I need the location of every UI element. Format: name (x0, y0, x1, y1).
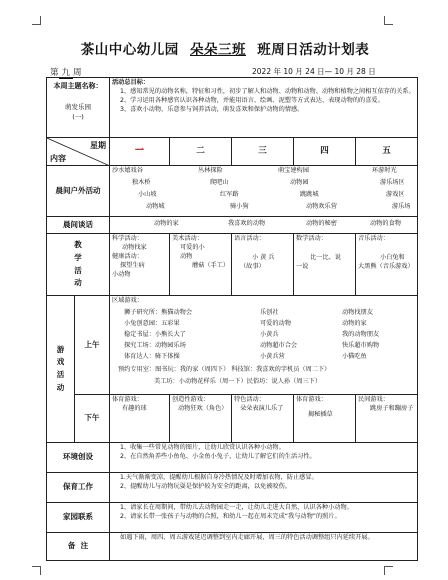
date-range: 2022 年 10 月 24 日— 10 月 28 日 (252, 67, 376, 76)
care-label: 保育工作 (47, 473, 110, 503)
afternoon-type: 体育游戏： (112, 396, 143, 403)
area-games-heading: 区域游戏： (112, 297, 143, 304)
teaching-type: 科学活动： (112, 235, 143, 242)
teaching-thursday (294, 234, 356, 296)
area-game: 动物找朋友 (342, 309, 373, 316)
morning-label: 上午 (75, 296, 110, 395)
outdoor-item: 红军路 (220, 191, 239, 198)
teaching-content: 可爱的小 (180, 243, 205, 251)
environment-item: 2、在自然角养些小鱼龟、小金鱼小兔子，让幼儿了解它们的生活习性。 (120, 452, 316, 460)
week-prefix: 第 (50, 68, 59, 78)
games-label-char: 游 (56, 344, 65, 354)
teaching-type: 数学活动： (296, 235, 327, 242)
content-label: 内容 (50, 154, 66, 164)
family-label: 家园联系 (47, 503, 110, 533)
games-label (47, 296, 75, 443)
outdoor-item: 独木桥 (132, 179, 151, 186)
area-game: 狮子研究所：熊猫动物会 (124, 309, 193, 316)
talk-item: 动物的家 (154, 220, 179, 227)
afternoon-thursday (294, 395, 356, 443)
area-game: 快乐超市购物 (342, 342, 380, 349)
class-name: 朵朵三班 (190, 42, 246, 58)
outdoor-label: 晨间户外活动 (47, 166, 110, 217)
theme-name: 萌发乐园 (65, 103, 91, 112)
afternoon-content: 动物狂欢（角色） (178, 404, 228, 412)
teaching-monday (110, 234, 170, 296)
teaching-tuesday (170, 234, 232, 296)
talk-label: 晨间谈话 (47, 217, 110, 234)
care-cell (110, 473, 418, 503)
school-name: 茶山中心幼儿园 (80, 42, 179, 58)
day-friday: 五 (356, 138, 418, 166)
page-title (40, 38, 410, 58)
afternoon-type: 体育游戏： (296, 396, 327, 403)
outdoor-item: 萌宝建构园 (278, 167, 309, 174)
family-item: 2、请家长带一张孩子与动物的合照，和幼儿一起在周末完成“我与动物”的照片。 (120, 512, 341, 520)
teaching-label-char: 学 (74, 252, 82, 262)
teaching-label-char: 教 (74, 240, 82, 249)
afternoon-content: 有趣的球 (122, 404, 147, 412)
afternoon-type: 民间游戏： (358, 396, 389, 403)
afternoon-content: 揭秘插草 (308, 410, 333, 418)
talk-item: 我喜欢的动物 (228, 220, 266, 227)
family-cell (110, 503, 418, 533)
day-monday (110, 138, 170, 166)
teaching-wednesday (232, 234, 294, 296)
teaching-content: 大黑熊（音乐游戏） (358, 262, 414, 270)
afternoon-wednesday (232, 395, 294, 443)
outdoor-item: 动物城 (146, 203, 165, 210)
area-game: 可爱的动物 (260, 320, 291, 327)
afternoon-content: 跳房子和蹦房子 (370, 404, 414, 412)
environment-cell (110, 443, 418, 473)
area-game: 小猫吃鱼 (342, 353, 367, 360)
day-monday-text: 一 (135, 146, 144, 157)
remarks-cell (110, 533, 418, 561)
afternoon-monday (110, 395, 170, 443)
day-thursday: 四 (294, 138, 356, 166)
outdoor-item: 游乐场区 (380, 179, 405, 186)
afternoon-tuesday (170, 395, 232, 443)
outdoor-item: 跳跳城 (300, 191, 319, 198)
teaching-content: 小白兔和 (380, 253, 405, 261)
week-suffix: 周 (73, 68, 82, 78)
teaching-content: 一说 (296, 262, 309, 270)
teaching-content: 探望生病 (120, 261, 145, 269)
games-label-char: 戏 (56, 357, 65, 367)
outdoor-item: 骑小狗 (230, 203, 249, 210)
area-game: 小黄兵 (260, 331, 279, 338)
day-tuesday: 二 (170, 138, 232, 166)
family-item: 1、请家长在周期间，带幼儿去动物园走一走，让幼儿走进大自然，认识各种小动物。 (120, 504, 353, 511)
area-game: 我的动物朋友 (342, 331, 380, 338)
teaching-type: 美术活动： (172, 235, 203, 242)
outdoor-item: 动物园 (290, 179, 309, 186)
remarks-label: 备 注 (47, 533, 110, 561)
afternoon-friday (356, 395, 418, 443)
outdoor-item: 爬吧山 (210, 179, 229, 186)
outdoor-item: 环游时光 (372, 167, 397, 174)
area-game: 体育达人：骑下体操 (124, 353, 180, 360)
crop-mark-bottom-left (32, 566, 41, 575)
teaching-type: 健康活动： (112, 252, 143, 260)
care-item: 2、提醒幼儿与动物玩耍是保护较为安全的距离，以免被咬伤。 (120, 482, 291, 490)
talk-item: 动物的食物 (370, 220, 401, 227)
outdoor-item: 丛林探险 (198, 167, 223, 174)
environment-label: 环境创设 (47, 443, 110, 473)
area-game: 小兔创意园：五彩果 (124, 320, 180, 327)
day-wednesday: 三 (232, 138, 294, 166)
weekday-corner (47, 138, 110, 166)
afternoon-label: 下午 (75, 395, 110, 443)
area-game: 乐创社 (260, 309, 279, 316)
teaching-content: 动物找家 (122, 243, 147, 251)
reserved-rooms-line: 预约专用室：图书玩：我的家（周四下） 科技馆：我喜欢的字机员（周二下） (118, 366, 331, 373)
outdoor-item: 动物欢乐营 (306, 203, 337, 210)
outdoor-item: 小山坡 (138, 191, 157, 198)
area-game: 动物超市合会 (260, 342, 298, 349)
remarks-text: 如遇下雨，周四、周五游戏延迟调整到室内走廊开展，周三的特色活动调整组只内延续开展。 (120, 534, 374, 541)
goal-item: 1、感知常见的动物名称，特征和习性，初步了解人和动物、动物和动物、动物和植物之间相互依存的关系。 (120, 87, 415, 95)
care-item: 1.天气渐渐变凉，提醒幼儿根据自身冷热情况及时增加衣物，防止感冒。 (120, 474, 318, 481)
afternoon-type: 创造性游戏： (172, 396, 210, 403)
afternoon-content: 朵朵表演儿乐了 (240, 404, 284, 412)
crop-mark-bottom-right (384, 566, 393, 575)
area-game: 稳定书屋：小熊长大了 (124, 331, 186, 338)
title-suffix: 班周日活动计划表 (257, 42, 370, 58)
teaching-content: （故事） (240, 262, 265, 270)
teaching-type: 音乐活动： (358, 235, 389, 242)
teaching-type: 语言活动： (234, 235, 265, 242)
theme-label: 本周主题名称： (53, 82, 103, 90)
teaching-label-char: 活 (74, 265, 82, 275)
teaching-content: 动物 (180, 252, 193, 260)
teaching-content: 比一比、说 (310, 253, 341, 261)
outdoor-item: 游乐场 (392, 203, 411, 210)
teaching-friday (356, 234, 418, 296)
area-game: 动物的家 (342, 320, 367, 327)
goals-heading: 活动总目标： (112, 79, 150, 86)
outdoor-cell (110, 166, 418, 217)
games-label-char: 动 (56, 382, 65, 392)
teaching-content: 小 黄 兵 (252, 253, 275, 261)
theme-cell (47, 78, 110, 138)
teaching-content: 蘑菇（手工） (192, 261, 230, 269)
crop-mark-top-left (32, 16, 41, 25)
teaching-label-char: 动 (74, 278, 82, 288)
teaching-content: 小动物 (112, 270, 131, 278)
goal-item: 2、学习运用各种感官认识各种动物，并能用语言、绘画、泥塑等方式表达、表现动物的的喜爱。 (120, 96, 384, 104)
weekly-plan-table (46, 77, 418, 561)
environment-item: 1、收集一些常见动物的图片，让幼儿欣赏认识各种小动物。 (120, 444, 285, 451)
teaching-label (47, 234, 110, 296)
morning-games-cell (110, 296, 418, 395)
outdoor-item: 沙水嬉戏谷 (112, 167, 143, 174)
area-game: 小黄兵营 (260, 353, 285, 360)
talk-item: 动物的秘密 (306, 220, 337, 227)
crop-mark-top-right (384, 16, 393, 25)
weekday-label: 星期 (90, 141, 106, 150)
theme-sub: (一) (72, 112, 84, 121)
talk-cell (110, 217, 418, 234)
area-game: 探究工场：动物园乐场 (124, 342, 186, 349)
afternoon-type: 特色活动： (234, 396, 265, 403)
goals-cell (110, 78, 418, 138)
games-label-char: 活 (56, 370, 65, 379)
reserved-rooms-line: 美工坊：小动物花样乐（周一下）民俗坊：说人孙（周三下） (154, 378, 322, 385)
goal-item: 3、喜欢小动物，乐意参与饲养活动，萌发喜欢和保护动物的情感。 (120, 105, 304, 113)
week-value: 九 (59, 66, 74, 79)
outdoor-item: 游戏区 (386, 191, 405, 198)
